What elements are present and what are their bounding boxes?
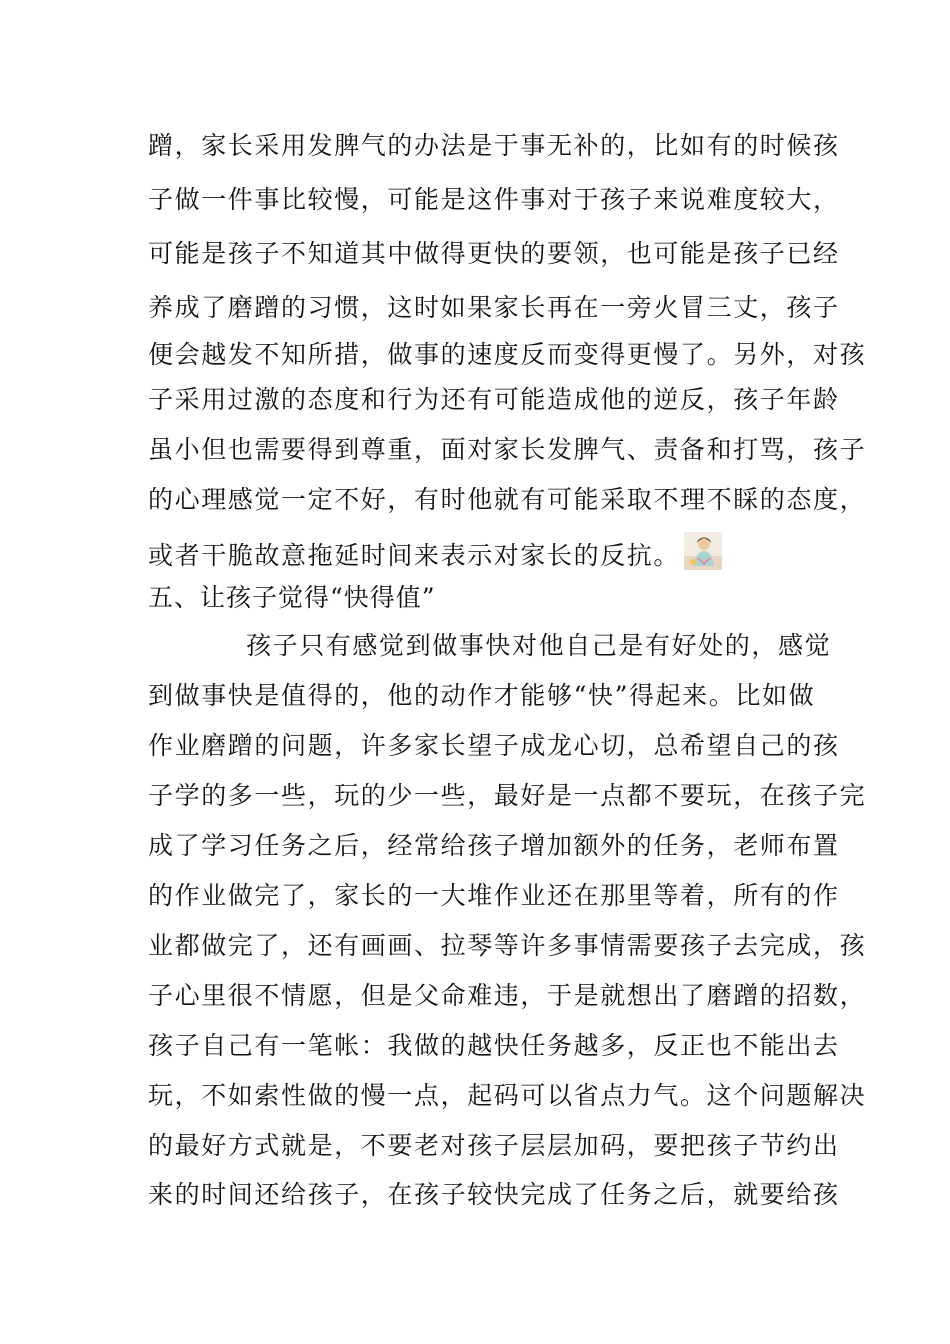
paragraph-line: 子采用过激的态度和行为还有可能造成他的逆反，孩子年龄 — [148, 385, 840, 414]
paragraph-line: 可能是孩子不知道其中做得更快的要领，也可能是孩子已经 — [148, 239, 840, 268]
paragraph-line-text: 或者干脆故意拖延时间来表示对家长的反抗。 — [148, 541, 681, 570]
child-photo-icon — [684, 532, 722, 570]
paragraph-line: 到做事快是值得的，他的动作才能够“快”得起来。比如做 — [148, 681, 816, 710]
paragraph-line: 作业磨蹭的问题，许多家长望子成龙心切，总希望自己的孩 — [148, 731, 840, 760]
paragraph-line: 便会越发不知所措，做事的速度反而变得更慢了。另外，对孩 — [148, 340, 867, 369]
paragraph-line: 来的时间还给孩子，在孩子较快完成了任务之后，就要给孩 — [148, 1180, 840, 1209]
paragraph-line: 子心里很不情愿，但是父命难违，于是就想出了磨蹭的招数， — [148, 981, 867, 1010]
paragraph-line: 的最好方式就是，不要老对孩子层层加码，要把孩子节约出 — [148, 1131, 840, 1160]
paragraph-line: 孩子自己有一笔帐：我做的越快任务越多，反正也不能出去 — [148, 1031, 840, 1060]
paragraph-line: 子学的多一些，玩的少一些，最好是一点都不要玩，在孩子完 — [148, 781, 867, 810]
paragraph-line: 虽小但也需要得到尊重，面对家长发脾气、责备和打骂，孩子 — [148, 435, 867, 464]
paragraph-line: 玩，不如索性做的慢一点，起码可以省点力气。这个问题解决 — [148, 1081, 867, 1110]
paragraph-line: 蹭，家长采用发脾气的办法是于事无补的，比如有的时候孩 — [148, 131, 840, 160]
paragraph-last-line — [148, 532, 828, 574]
paragraph-line: 的心理感觉一定不好，有时他就有可能采取不理不睬的态度， — [148, 485, 867, 514]
paragraph-line: 的作业做完了，家长的一大堆作业还在那里等着，所有的作 — [148, 881, 840, 910]
paragraph-line: 业都做完了，还有画画、拉琴等许多事情需要孩子去完成，孩 — [148, 931, 867, 960]
section-heading: 五、让孩子觉得“快得值” — [148, 583, 436, 612]
paragraph-first-line: 孩子只有感觉到做事快对他自己是有好处的，感觉 — [246, 631, 832, 660]
paragraph-line: 子做一件事比较慢，可能是这件事对于孩子来说难度较大， — [148, 185, 840, 214]
paragraph-line: 养成了磨蹭的习惯，这时如果家长再在一旁火冒三丈，孩子 — [148, 293, 840, 322]
paragraph-line: 成了学习任务之后，经常给孩子增加额外的任务，老师布置 — [148, 831, 840, 860]
